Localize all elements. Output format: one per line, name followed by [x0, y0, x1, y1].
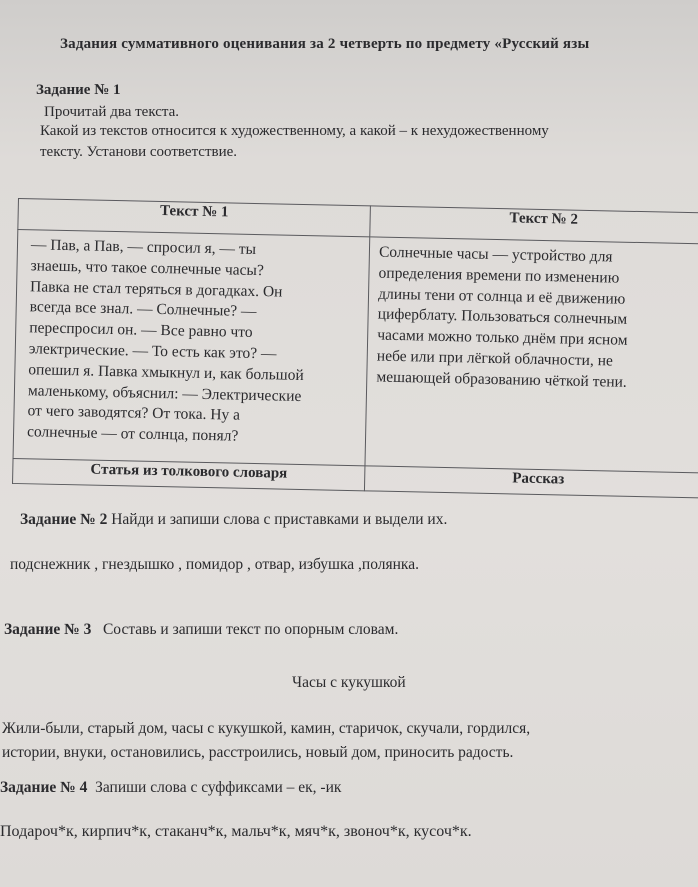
text1-line: от чего заводятся? От тока. Ну а — [27, 402, 241, 425]
text1-header: Текст № 1 — [18, 199, 371, 237]
text1-line: — Пав, а Пав, — спросил я, — ты — [30, 236, 257, 258]
text2-line: циферблату. Пользоваться солнечным — [377, 305, 628, 329]
task3-line-2: истории, внуки, остановились, расстроились, новый дом, приносить радость. — [2, 744, 514, 761]
text2-header: Текст № 2 — [370, 206, 698, 244]
task1-line-3: тексту. Установи соответствие. — [40, 144, 238, 160]
task3-instruction: Составь и запиши текст по опорным словам. — [102, 621, 399, 638]
text2-line: мешающей образованию чёткой тени. — [376, 368, 627, 391]
text1-line: Павка не стал теряться в догадках. Он — [29, 277, 283, 301]
text2-cell — [365, 237, 698, 473]
text1-footer: Статья из толкового словаря — [13, 458, 366, 490]
task1-line-2: Какой из текстов относится к художественному, а какой – к нехудожественному — [40, 123, 549, 139]
text2-line: определения времени по изменению — [378, 264, 620, 287]
task3-line-1: Жили-были, старый дом, часы с кукушкой, камин, старичок, скучали, гордился, — [2, 720, 531, 737]
task4-instruction: Запиши слова с суффиксами – ек, -ик — [95, 779, 342, 796]
text1-line: маленькому, объяснил: — Электрические — [27, 381, 302, 405]
task2-title: Задание № 2 — [20, 511, 108, 528]
task2-instruction: Найди и запиши слова с приставками и выдели их. — [111, 511, 448, 528]
text1-line: знаешь, что такое солнечные часы? — [30, 257, 264, 279]
text2-line: длины тени от солнца и её движению — [378, 285, 626, 308]
task4-title: Задание № 4 — [0, 779, 88, 796]
text1-line: солнечные — от солнца, понял? — [26, 423, 239, 445]
task1-title: Задание № 1 — [36, 82, 121, 98]
task2-row — [20, 511, 447, 529]
task3-title: Задание № 3 — [4, 621, 92, 638]
text1-line: электрические. — То есть как это? — — [28, 340, 277, 363]
text1-line: опешил я. Павка хмыкнул и, как большой — [28, 361, 304, 384]
text1-line: всегда все знал. — Солнечные? — — [29, 298, 257, 321]
task1-line-1: Прочитай два текста. — [44, 104, 180, 120]
text2-line: часами можно только днём при ясном — [377, 326, 628, 349]
task4-words: Подароч*к, кирпич*к, стаканч*к, мальч*к, мяч*к, звоноч*к, кусоч*к. — [0, 823, 472, 840]
task2-words: подснежник , гнездышко , помидор , отвар, избушка ,полянка. — [10, 556, 419, 573]
page-header: Задания суммативного оценивания за 2 четверть по предмету «Русский язы — [60, 36, 590, 52]
text1-cell — [13, 230, 370, 466]
task4-row — [0, 779, 341, 797]
task3-heading: Часы с кукушкой — [292, 674, 406, 691]
text2-line: Солнечные часы — устройство для — [378, 243, 613, 266]
text1-line: переспросил он. — Все равно что — [29, 319, 253, 342]
text2-footer: Рассказ — [365, 466, 698, 498]
text2-line: небе или при лёгкой облачности, не — [376, 347, 614, 370]
task3-row — [4, 621, 398, 639]
texts-table — [12, 198, 698, 499]
